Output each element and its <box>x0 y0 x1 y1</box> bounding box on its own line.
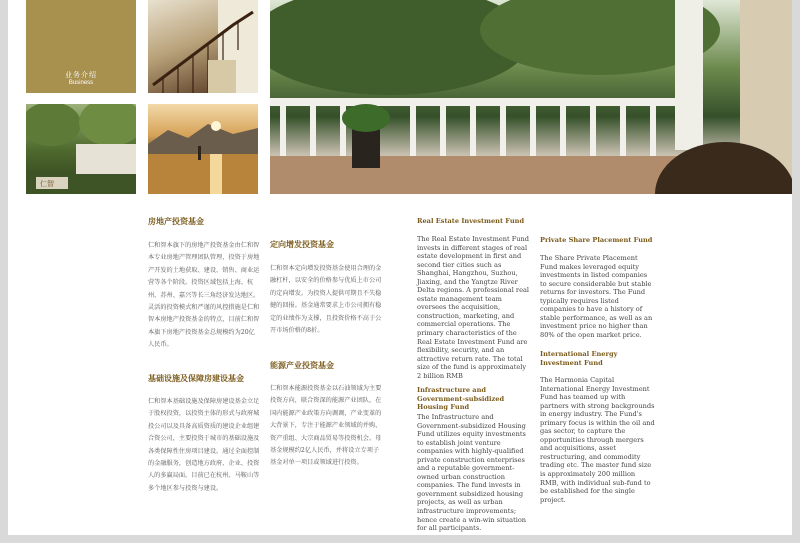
zh-private-placement-heading: 定向增发投资基金 <box>270 239 334 249</box>
sunset-lake-photo <box>148 104 258 194</box>
section-title-zh: 业务介绍 <box>65 71 97 79</box>
brochure-page <box>8 0 792 535</box>
terrace-illustration <box>270 0 792 194</box>
sunset-illustration <box>148 104 258 194</box>
en-infrastructure-body: The Infrastructure and Government-subsidized Housing Fund utilizes equity investments to establish joint venture companies with highly-qualified private construction enterprises and a reputable government-owned urban construction companies. The fund invests in government subsidized housing projects, as well as urban infrastructure improvements; hence create a win-win situation for all participants. <box>417 413 527 533</box>
zh-real-estate-body: 仁和智本旗下的房地产投资基金由仁和智本专业房地产管理团队管理，投资于房地产开发的土地获取、建设、销售、商业运营等各个阶段。投资区域包括上海、杭州、苏州、嘉兴等长三角经济发达地区。灵活的投资模式和严谨的风控措施是仁和智本房地产投资基金的特点，目前仁和智本旗下房地产投资基金总规模约为20亿人民币。 <box>148 242 260 349</box>
zh-energy-heading: 能源产业投资基金 <box>270 360 334 370</box>
en-real-estate-body: The Real Estate Investment Fund invests in different stages of real estate development in first and second tier cities such as Shanghai, Hangzhou, Suzhou, Jiaxing, and the Yangtze River Delta regions. A professional real estate management team oversees the acquisition, construction, marketing, and commercial operations. The primary characteristics of the Real Estate Investment Fund are flexibility, security, and an attractive return rate. The total size of the fund is approximately 2 billion RMB <box>417 235 530 380</box>
en-real-estate-heading: Real Estate Investment Fund <box>417 217 525 225</box>
en-private-placement-body: The Share Private Placement Fund makes leveraged equity investments in listed companies to secure considerable but stable returns for investors. The Fund typically requires listed companies to have a history of stable performance, as well as an investment price no higher than 80% of the open market price. <box>540 254 653 339</box>
zh-energy-body: 仁和智本能源投资基金以石油领域为主要投资方向，联合资深的能源产业团队，在国内能源产业政策方向调调，产业变革的大背景下，专注于能源产业领域的并购、资产重组、大宗商品贸易等投资机会。母基金规模约2亿人民币，并将设立专项子基金对单一项目或领域进行投资。 <box>270 385 382 467</box>
zh-real-estate-heading: 房地产投资基金 <box>148 216 204 226</box>
terrace-photo <box>270 0 792 194</box>
zh-private-placement-body: 仁和智本定向增发投资基金使用合理的金融杠杆，以安全的价格参与优质上市公司的定向增发。为投资人提供可期且不失稳健的回报。基金通常要求上市公司拥有稳定的业绩作为支撑，且投资价格不高于公开市场价格的8折。 <box>270 265 382 335</box>
en-energy-body: The Harmonia Capital International Energy Investment Fund has teamed up with partners with strong backgrounds in energy industry. The Fund's primary focus is within the oil and gas sector, to capture the opportunities through mergers and acquisitions, asset restructuring, and commodity trading etc. The master fund size is approximately 200 million RMB, with individual sub-fund to be established for the single project. <box>540 376 655 504</box>
zh-infrastructure-heading: 基础设施及保障房建设基金 <box>148 373 244 383</box>
staircase-illustration <box>148 0 258 93</box>
business-title-block <box>26 0 136 93</box>
garden-photo <box>26 104 136 194</box>
staircase-photo <box>148 0 258 93</box>
zh-infrastructure-body: 仁和智本基础设施及保障房建设基金立足于股权投资，以投资主体的形式与政府城投公司以及具备高质资质的建设企业组建合资公司，主要投资于城市的基础设施及各类保障性住房项目建设。通过全面控制的金融服务，创造地方政府、企业、投资人的多赢局面。目前已在杭州、马鞍山等多个地区参与投资与建设。 <box>148 398 260 492</box>
section-title-en: Business <box>68 80 94 86</box>
en-energy-heading: International Energy Investment Fund <box>540 350 618 367</box>
en-private-placement-heading: Private Share Placement Fund <box>540 236 653 244</box>
en-infrastructure-heading: Infrastructure and Government-subsidized Housing Fund <box>417 386 505 411</box>
garden-sign-text: 仁智 <box>40 180 54 188</box>
